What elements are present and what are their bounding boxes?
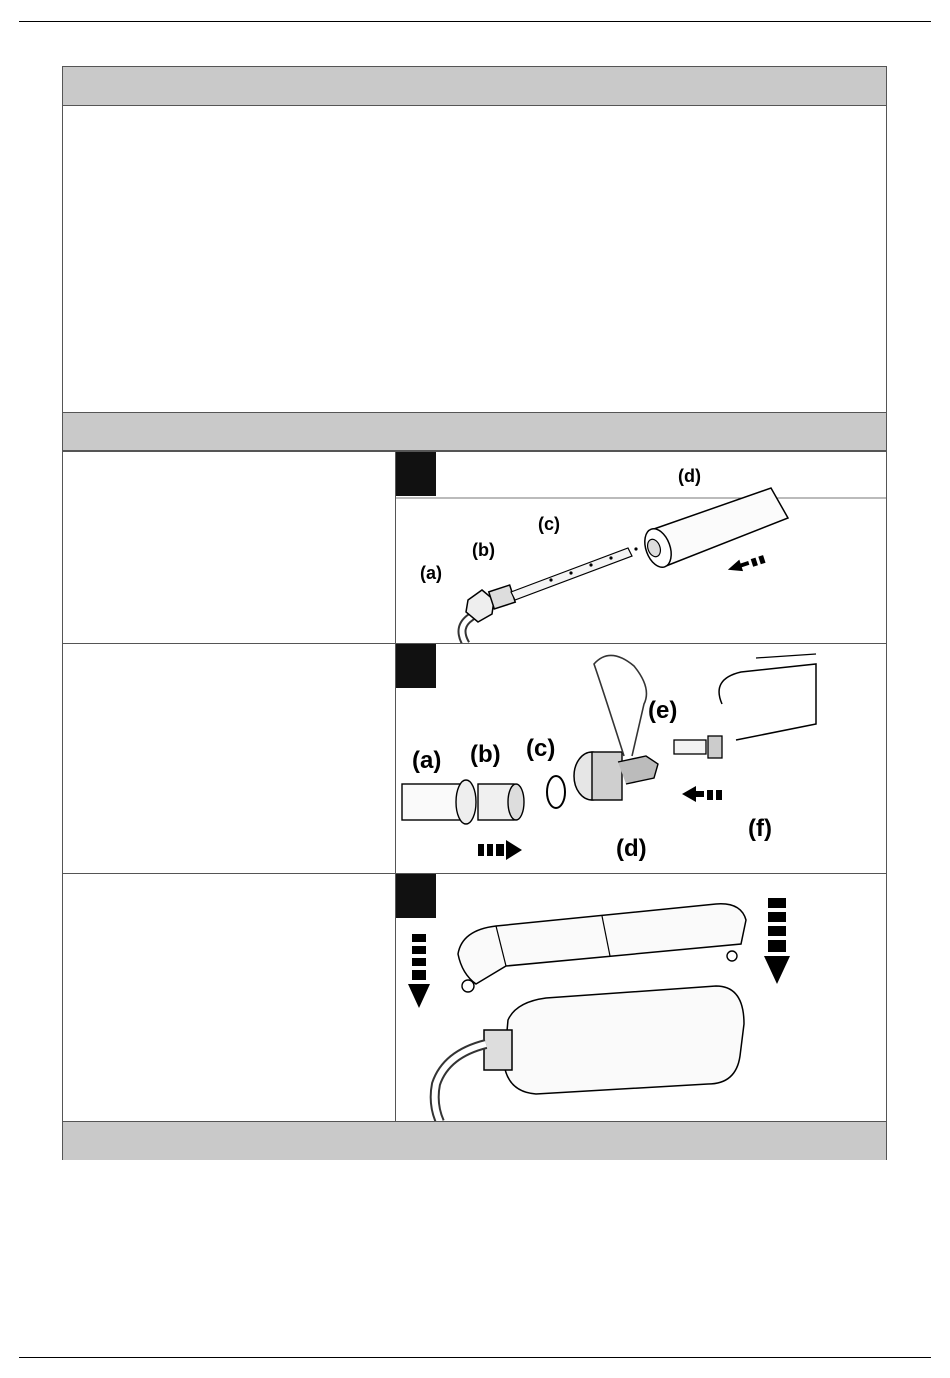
step-1-figure <box>395 452 886 643</box>
callout-d: (d) <box>616 835 647 862</box>
step-2-text <box>63 644 395 873</box>
callout-b: (b) <box>472 540 495 560</box>
callout-a: (a) <box>420 563 442 583</box>
step-row-1 <box>63 451 886 643</box>
connector-exploded-illustration <box>396 644 886 873</box>
callout-a: (a) <box>412 747 442 774</box>
step-3-figure <box>395 874 886 1121</box>
step-2-figure <box>395 644 886 873</box>
section-header-band-1 <box>63 67 886 106</box>
filter-assembly-illustration <box>396 452 886 643</box>
instruction-table <box>62 66 887 1160</box>
callout-c: (c) <box>526 735 556 762</box>
callout-f: (f) <box>748 815 772 842</box>
header-rule <box>19 21 931 22</box>
step-3-text <box>63 874 395 1121</box>
step-row-3 <box>63 873 886 1121</box>
step-1-text <box>63 452 395 643</box>
filter-cover-illustration <box>396 874 886 1121</box>
callout-d: (d) <box>678 466 701 486</box>
callout-b: (b) <box>470 741 501 768</box>
callout-e: (e) <box>648 697 678 724</box>
callout-c: (c) <box>538 514 560 534</box>
step-row-2 <box>63 643 886 873</box>
intro-text-area <box>63 106 886 412</box>
section-header-band-2 <box>63 412 886 451</box>
section-footer-band <box>63 1121 886 1160</box>
footer-rule <box>19 1357 931 1358</box>
